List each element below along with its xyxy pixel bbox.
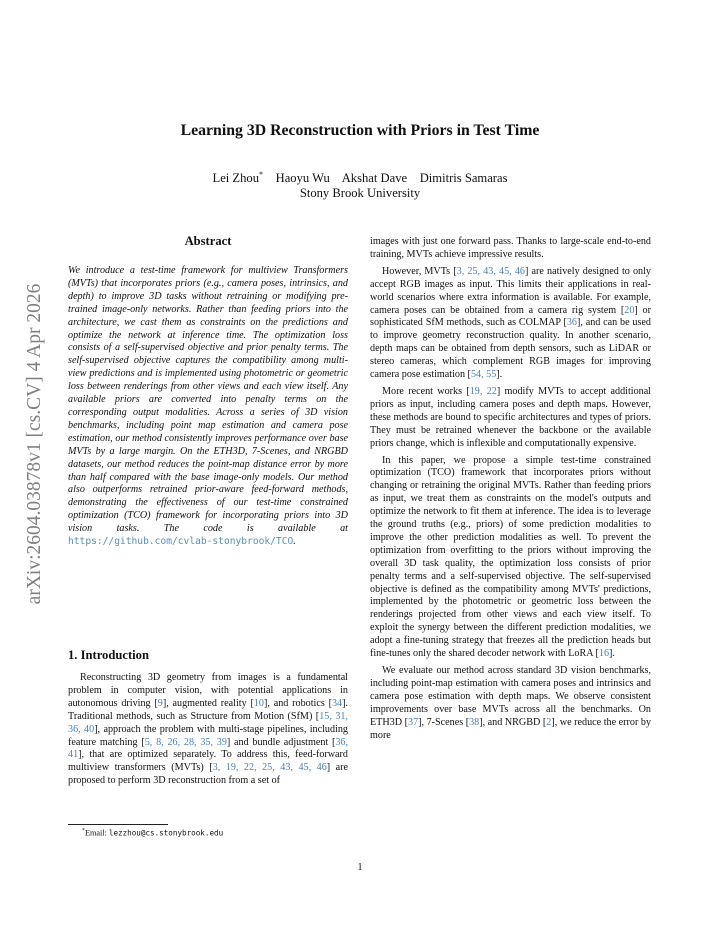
author-name: Dimitris Samaras [419,171,508,186]
author-name: Lei Zhou [212,171,260,186]
citation-link[interactable]: 3, 19, 22, 25, 43, 45, 46 [212,762,327,774]
abstract-end: . [293,536,296,548]
affiliation: Stony Brook University [299,186,421,200]
text-run: ], that are optimized separately. To address this, feed-forward multiview transformers (MVTs) [ [68,749,348,774]
body-paragraph [370,455,651,662]
citation-link[interactable]: 37 [408,716,419,728]
text-run: ], and can be used to improve geometry reconstruction quality. In another scenario, depth maps can be obtained from depth sensors, such as LiDAR or stereo cameras, which complement RGB images for improving camera pose estimation [ [370,317,651,381]
text-run: Reconstructing 3D geometry from images is a fundamental problem in computer vision, with potential applications in autonomous driving [ [68,672,348,709]
text-run: ]. [496,369,503,381]
citation-link[interactable]: 9 [157,697,163,709]
body-paragraph [370,386,651,451]
text-run: ], we reduce the error by more [370,716,652,741]
text-run: ] are proposed to perform 3D reconstruction from a set of [68,762,349,787]
page-number: 1 [357,862,363,873]
footnote-divider [68,824,168,825]
text-run: ], and NRGBD [ [479,716,547,728]
text-run: ], augmented reality [ [162,697,254,709]
paper-title: Learning 3D Reconstruction with Priors in Test Time [180,122,540,139]
citation-link[interactable]: 5, 8, 26, 28, 35, 39 [144,736,227,748]
arxiv-sidebar [18,220,52,668]
text-run: ]. Traditional methods, such as Structure from Motion (SfM) [ [68,697,348,722]
citation-link[interactable]: 20 [624,304,635,316]
footnote-mark: * [82,828,85,834]
citation-link[interactable]: 3, 25, 43, 45, 46 [456,265,525,277]
citation-link[interactable]: 2 [546,716,552,728]
text-run: We evaluate our method across standard 3D vision benchmarks, including point-map estimation with camera poses and intrinsics and camera pose estimation with depth maps. We observe consistent improvements over base MVTs across all the benchmarks. On ETH3D [ [370,665,651,728]
author-list [0,170,720,186]
citation-link[interactable]: 19, 22 [469,385,497,397]
text-run: In this paper, we propose a simple test-time constrained optimization (TCO) framework that incorporates priors without changing or retraining the original MVTs. Rather than feeding priors as input, we treat them as constraints on the model's outputs and optimize the network to fit them at inference. The idea is to leverage the ground truths (e.g., priors) of some prediction modalities to improve the other prediction modalities as well. To prevent the optimization from overfitting to the priors without improving the overall 3D task quality, the optimization loss consists of prior penalty terms and a self-supervised objective. The self-supervised objective is defined as the compatibility among MVTs' predictions, implemented by the photometric or geometric loss between the renderings projected from other views and each view itself. To exploit the synergy between the different prediction modalities, we adopt a fine-tuning strategy that freezes all the prediction heads but fine-tunes only the shared decoder network with LoRA [ [370,454,651,660]
citation-link[interactable]: 10 [253,697,264,709]
author-footnote-mark: * [259,170,264,179]
text-run: ] or sophisticated SfM methods, such as COLMAP [ [370,304,651,329]
body-paragraph [370,665,651,742]
text-run: ] modify MVTs to accept additional priors as input, including camera poses and depth maps. However, these methods are bound to specific architectures and types of priors. They must be retrained whenever the backbone or the available priors change, which is inflexible and computationally expensive. [370,385,652,449]
author-name: Akshat Dave [341,171,408,186]
citation-link[interactable]: 36, 41 [68,736,349,761]
text-run: However, MVTs [ [382,265,457,277]
citation-link[interactable]: 38 [469,716,480,728]
intro-paragraph [68,672,348,788]
section-heading-introduction: 1. Introduction [68,648,149,662]
abstract-body [68,265,348,549]
footnote-email[interactable]: lezzhou@cs.stonybrook.edu [108,828,224,838]
text-run: ]. [609,648,615,660]
author-name: Haoyu Wu [275,171,330,186]
body-paragraph: images with just one forward pass. Thanks to large-scale end-to-end training, MVTs achieve impressive results. [370,236,651,260]
footnote [82,828,223,838]
body-paragraph [370,266,651,382]
citation-link[interactable]: 54, 55 [470,369,497,381]
abstract-text: We introduce a test-time framework for multiview Transformers (MVTs) that incorporates priors (e.g., camera poses, intrinsics, and depth) to improve 3D tasks without retraining or modifying pre-trained image-only networks. Rather than feeding priors into the architecture, we cast them as constraints on the predictions and optimize the network at inference time. The optimization loss consists of a self-supervised objective and prior penalty terms. The self-supervised objective captures the compatibility among multi-view predictions and is implemented using photometric or geometric loss between renderings from other views and each view itself. Any available priors are converted into penalty terms on the corresponding output modalities. Across a series of 3D vision benchmarks, including point map estimation and camera pose estimation, our method consistently improves performance over base MVTs by a large margin. On the ETH3D, 7-Scenes, and NRGBD datasets, our method reduces the point-map distance error by more than half compared with the base image-only models. Our method also outperforms retrained prior-aware feed-forward methods, demonstrating the effectiveness of our test-time constrained optimization (TCO) framework for incorporating priors into 3D vision tasks. The code is available at [68,265,348,535]
text-run: ] are natively designed to only accept RGB images as input. This limits their applications in real-world scenarios where extra information is available. For example, camera poses can be obtained from a camera rig system [ [370,265,651,316]
abstract-heading: Abstract [184,234,232,248]
citation-link[interactable]: 15, 31, 36, 40 [68,710,348,735]
text-run: More recent works [ [382,385,470,397]
text-run: ], 7-Scenes [ [418,716,470,728]
code-link[interactable]: https://github.com/cvlab-stonybrook/TCO [68,536,294,548]
intro-left-column [68,672,348,788]
text-run: ], approach the problem with multi-stage pipelines, including feature matching [ [68,723,348,748]
citation-link[interactable]: 16 [598,648,609,660]
citation-link[interactable]: 36 [566,317,577,329]
text-run: ] and bundle adjustment [ [226,736,336,748]
footnote-label: Email: [85,828,109,838]
right-column [370,236,651,742]
citation-link[interactable]: 34 [331,697,343,709]
arxiv-stamp: arXiv:2604.03878v1 [cs.CV] 4 Apr 2026 [24,283,45,605]
text-run: ], and robotics [ [263,697,332,709]
